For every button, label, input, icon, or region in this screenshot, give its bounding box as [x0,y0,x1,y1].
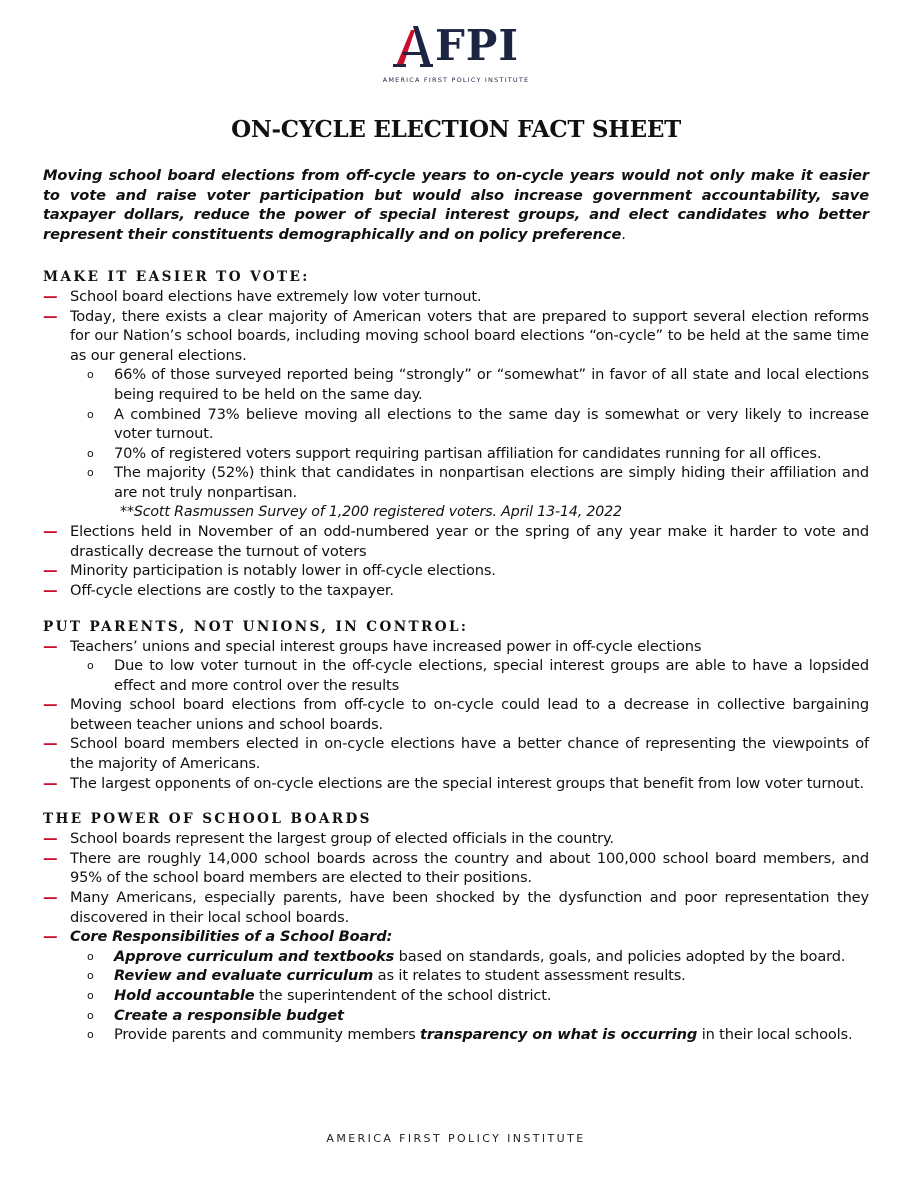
item-emphasis: Core Responsibilities of a School Board: [70,928,393,946]
circle-bullet-icon: o [87,446,94,460]
intro-period: . [621,225,626,243]
item-text: School board members elected in on-cycle elections have a better chance of representing the viewpoints of the majority of Americans. [70,735,869,773]
dash-bullet-icon: — [43,735,58,753]
item-emphasis: transparency on what is occurring [420,1026,698,1044]
circle-bullet-icon: o [87,466,94,480]
circle-bullet-icon: o [87,969,94,983]
item-text: **Scott Rasmussen Survey of 1,200 registered voters. April 13-14, 2022 [120,503,622,520]
intro-paragraph [43,166,869,244]
dash-bullet-icon: — [43,581,58,599]
sub-bullet-item [43,1006,869,1026]
fact-sheet-body [43,268,869,1045]
bullet-item [43,581,869,601]
sub-bullet-item [43,365,869,404]
sub-bullet-item [43,405,869,444]
item-text: 70% of registered voters support requiring partisan affiliation for candidates running for all offices. [114,444,822,462]
item-text: as it relates to student assessment results. [373,967,686,985]
item-text: There are roughly 14,000 school boards across the country and about 100,000 school board members, and 95% of the school board members are elected to their positions. [70,849,869,887]
item-text: A combined 73% believe moving all elections to the same day is somewhat or very likely to increase voter turnout. [114,405,869,443]
item-text: 66% of those surveyed reported being “strongly” or “somewhat” in favor of all state and local elections being required to be held on the same day. [114,366,869,403]
item-text: in their local schools. [697,1026,853,1044]
dash-bullet-icon: — [43,849,58,867]
item-emphasis: Review and evaluate curriculum [114,967,374,985]
page-footer: AMERICA FIRST POLICY INSTITUTE [326,1132,586,1145]
circle-bullet-icon: o [87,989,94,1002]
bullet-item [43,307,869,366]
circle-bullet-icon: o [87,949,94,963]
bullet-item [43,774,869,794]
item-text: Moving school board elections from off-cycle to on-cycle could lead to a decrease in collective bargaining between teacher unions and school boards. [70,696,869,733]
section-heading: MAKE IT EASIER TO VOTE: [43,269,310,285]
section-heading: PUT PARENTS, NOT UNIONS, IN CONTROL: [43,618,469,635]
logo-a-glyph [393,24,433,68]
dash-bullet-icon: — [43,307,58,325]
dash-bullet-icon: — [43,637,58,655]
bullet-item [43,927,869,947]
bullet-item [43,888,869,927]
bullet-item [43,849,869,888]
logo-text: FPI [434,21,520,70]
bullet-item [43,561,869,581]
circle-bullet-icon: o [87,1008,94,1022]
circle-bullet-icon: o [87,368,94,382]
section-heading: THE POWER OF SCHOOL BOARDS [43,811,372,828]
sub-bullet-item [43,463,869,502]
logo-subtitle: AMERICA FIRST POLICY INSTITUTE [382,76,530,84]
item-text: The majority (52%) think that candidates in nonpartisan elections are simply hiding their affiliation and are not truly nonpartisan. [114,464,869,501]
sub-bullet-item [43,656,869,695]
dash-bullet-icon: — [43,889,58,907]
item-text: The largest opponents of on-cycle elections are the special interest groups that benefit from low voter turnout. [70,774,865,792]
circle-bullet-icon: o [87,659,94,673]
item-text: Off-cycle elections are costly to the taxpayer. [70,581,394,599]
item-text: Teachers’ unions and special interest groups have increased power in off-cycle elections [70,637,702,655]
bullet-item [43,829,869,849]
intro-text: Moving school board elections from off-cycle years to on-cycle years would not only make it easier to vote and raise voter participation but would also increase government accountability, save taxpayer dollars, reduce the power of special interest groups, and elect candidates who better represent their constituents demographically and on policy preference [43,167,869,243]
bullet-item [43,695,869,734]
circle-bullet-icon: o [87,407,94,421]
sub-bullet-item [43,966,869,986]
item-text: the superintendent of the school district. [254,987,552,1004]
item-text: Many Americans, especially parents, have been shocked by the dysfunction and poor representation they discovered in their local school boards. [70,889,869,926]
item-emphasis: Hold accountable [114,987,255,1004]
dash-bullet-icon: — [43,288,58,305]
bullet-item [43,287,869,307]
bullet-item [43,522,869,561]
item-text: Minority participation is notably lower in off-cycle elections. [70,562,496,580]
dash-bullet-icon: — [43,830,58,848]
circle-bullet-icon: o [87,1028,94,1042]
item-text: Today, there exists a clear majority of American voters that are prepared to support several election reforms for our Nation’s school boards, including moving school board elections “on-cycle” to be held at the same time as our general elections. [70,307,869,364]
item-text-pre: Provide parents and community members [114,1026,421,1044]
item-text: based on standards, goals, and policies adopted by the board. [394,947,846,965]
item-emphasis: Create a responsible budget [114,1006,344,1024]
bullet-item [43,734,869,773]
afpi-logo [0,20,912,84]
dash-bullet-icon: — [43,562,58,580]
item-text: Due to low voter turnout in the off-cycle elections, special interest groups are able to have a lopsided effect and more control over the results [114,657,869,694]
item-text: School board elections have extremely low voter turnout. [70,288,482,305]
sub-bullet-item [43,1025,869,1045]
bullet-item [43,637,869,657]
dash-bullet-icon: — [43,774,58,792]
dash-bullet-icon: — [43,523,58,541]
sub-bullet-item [43,444,869,464]
page-title: ON-CYCLE ELECTION FACT SHEET [231,116,681,143]
source-note [43,503,869,523]
sub-bullet-item [43,947,869,967]
logo-mark [393,20,519,68]
item-emphasis: Approve curriculum and textbooks [114,947,395,965]
dash-bullet-icon: — [43,696,58,714]
item-text: School boards represent the largest group of elected officials in the country. [70,830,614,848]
dash-bullet-icon: — [43,928,58,946]
sub-bullet-item [43,986,869,1006]
item-text: Elections held in November of an odd-numbered year or the spring of any year make it harder to vote and drastically decrease the turnout of voters [70,523,869,560]
